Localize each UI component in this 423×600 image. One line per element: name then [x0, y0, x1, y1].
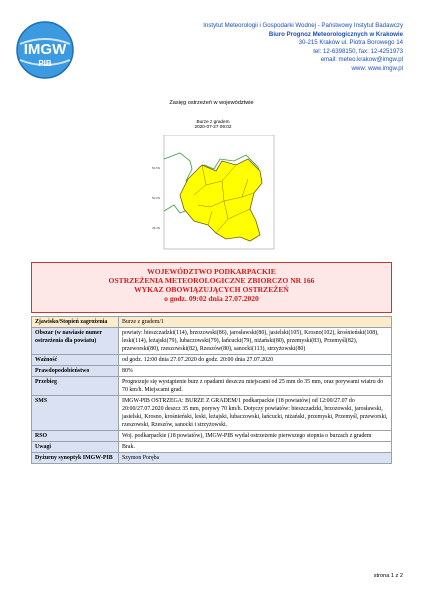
table-row — [32, 317, 392, 328]
remarks-value: Brak. — [119, 442, 392, 453]
course-value: Prognozuje się wystąpienie burz z opadami deszczu miejscami od 25 mm do 35 mm, oraz porywami wiatru do 70 km/h. Miejscami grad. — [119, 377, 392, 396]
area-label: Obszar (w nawiasie numer ostrzeżenia dla powiatu) — [32, 328, 119, 355]
synoptic-label: Dyżurny synoptyk IMGW-PIB — [32, 453, 119, 464]
office-phone: tel: 12-6398150, fax: 12-4251973 — [313, 47, 403, 55]
map-timestamp: 2020-07-27 09:02 — [194, 124, 232, 130]
warning-map — [150, 119, 276, 265]
institute-info — [73, 22, 403, 74]
office-name: Biuro Prognoz Meteorologicznych w Krakowie — [268, 30, 403, 38]
office-address: 30-215 Kraków ul. Piotra Borowego 14 — [298, 39, 403, 47]
course-label: Przebieg — [32, 377, 119, 396]
office-website[interactable]: www: www.imgw.pl — [351, 64, 403, 72]
rso-label: RSO — [32, 431, 119, 442]
synoptic-value: Szymon Poręba — [119, 453, 392, 464]
bulletin-subtitle: WYKAZ OBOWIĄZUJĄCYCH OSTRZEŻEŃ — [134, 285, 289, 294]
area-value: powiaty: bieszczadzki(114), brzozowski(86), jarosławski(80), jasielski(105), Krosno(102), krośnieński(108), leski(114), leżajski(79), lubaczowski(79), łańcucki(79), niżański(80), przemyski(83), Przemyśl(82), przeworski(80), rzeszowski(82), Rzeszów(80), sanocki(113), strzyżowski(80) — [119, 328, 392, 355]
map-phenomenon: Burze z gradem — [196, 119, 230, 124]
table-row — [32, 366, 392, 377]
map-image — [150, 135, 276, 263]
svg-text:50.6N: 50.6N — [152, 166, 161, 170]
table-row — [32, 431, 392, 442]
logo-text: IMGW — [23, 41, 67, 58]
imgw-logo — [14, 20, 76, 80]
page-number: strona 1 z 2 — [373, 573, 403, 579]
warning-header — [31, 262, 392, 313]
phenomenon-value: Burze z gradem/1 — [119, 317, 392, 328]
table-row — [32, 442, 392, 453]
logo-sub: PIB — [38, 59, 52, 68]
warning-table — [31, 316, 392, 464]
table-row — [32, 355, 392, 366]
rso-value: Woj. podkarpackie (18 powiatów), IMGW-PIB wydał ostrzeżenie pierwszego stopnia o burzach z gradem — [119, 431, 392, 442]
document-header — [0, 0, 423, 115]
bulletin-time: o godz. 09:02 dnia 27.07.2020 — [164, 294, 259, 303]
table-row — [32, 396, 392, 431]
validity-label: Ważność — [32, 355, 119, 366]
sms-label: SMS — [32, 396, 119, 431]
validity-value: od godz. 12:00 dnia 27.07.2020 do godz. 20:00 dnia 27.07.2020 — [119, 355, 392, 366]
range-title: Zasięg ostrzeżeń w województwie — [169, 100, 254, 106]
probability-value: 80% — [119, 366, 392, 377]
remarks-label: Uwagi — [32, 442, 119, 453]
institute-name: Instytut Meteorologii i Gospodarki Wodnej - Państwowy Instytut Badawczy — [203, 22, 403, 29]
bulletin-number: OSTRZEŻENIA METEOROLOGICZNE ZBIORCZO NR 166 — [108, 276, 315, 285]
phenomenon-label: Zjawisko/Stopień zagrożenia — [32, 317, 119, 328]
table-row — [32, 453, 392, 464]
svg-text:50.0N: 50.0N — [152, 196, 161, 200]
map-title — [150, 119, 276, 130]
sms-value: IMGW-PIB OSTRZEGA: BURZE Z GRADEM/1 podkarpackie (18 powiatów) od 12:00/27.07 do 20:00/27.07.2020 deszcz 35 mm, porywy 70 km/h. Dotyczy powiatów: bieszczadzki, brzozowski, jarosławski, jasielski, Krosno, krośnieński, leski, leżajski, lubaczowski, łańcucki, niżański, przemyski, Przemyśl, przeworski, rzeszowski, Rzeszów, sanocki i strzyżowski. — [119, 396, 392, 431]
probability-label: Prawdopodobieństwo — [32, 366, 119, 377]
table-row — [32, 328, 392, 355]
office-email[interactable]: email: meteo.krakow@imgw.pl — [320, 56, 403, 64]
voivodeship-title: WOJEWÓDZTWO PODKARPACKIE — [147, 267, 276, 276]
svg-text:49.4N: 49.4N — [152, 226, 161, 230]
table-row — [32, 377, 392, 396]
